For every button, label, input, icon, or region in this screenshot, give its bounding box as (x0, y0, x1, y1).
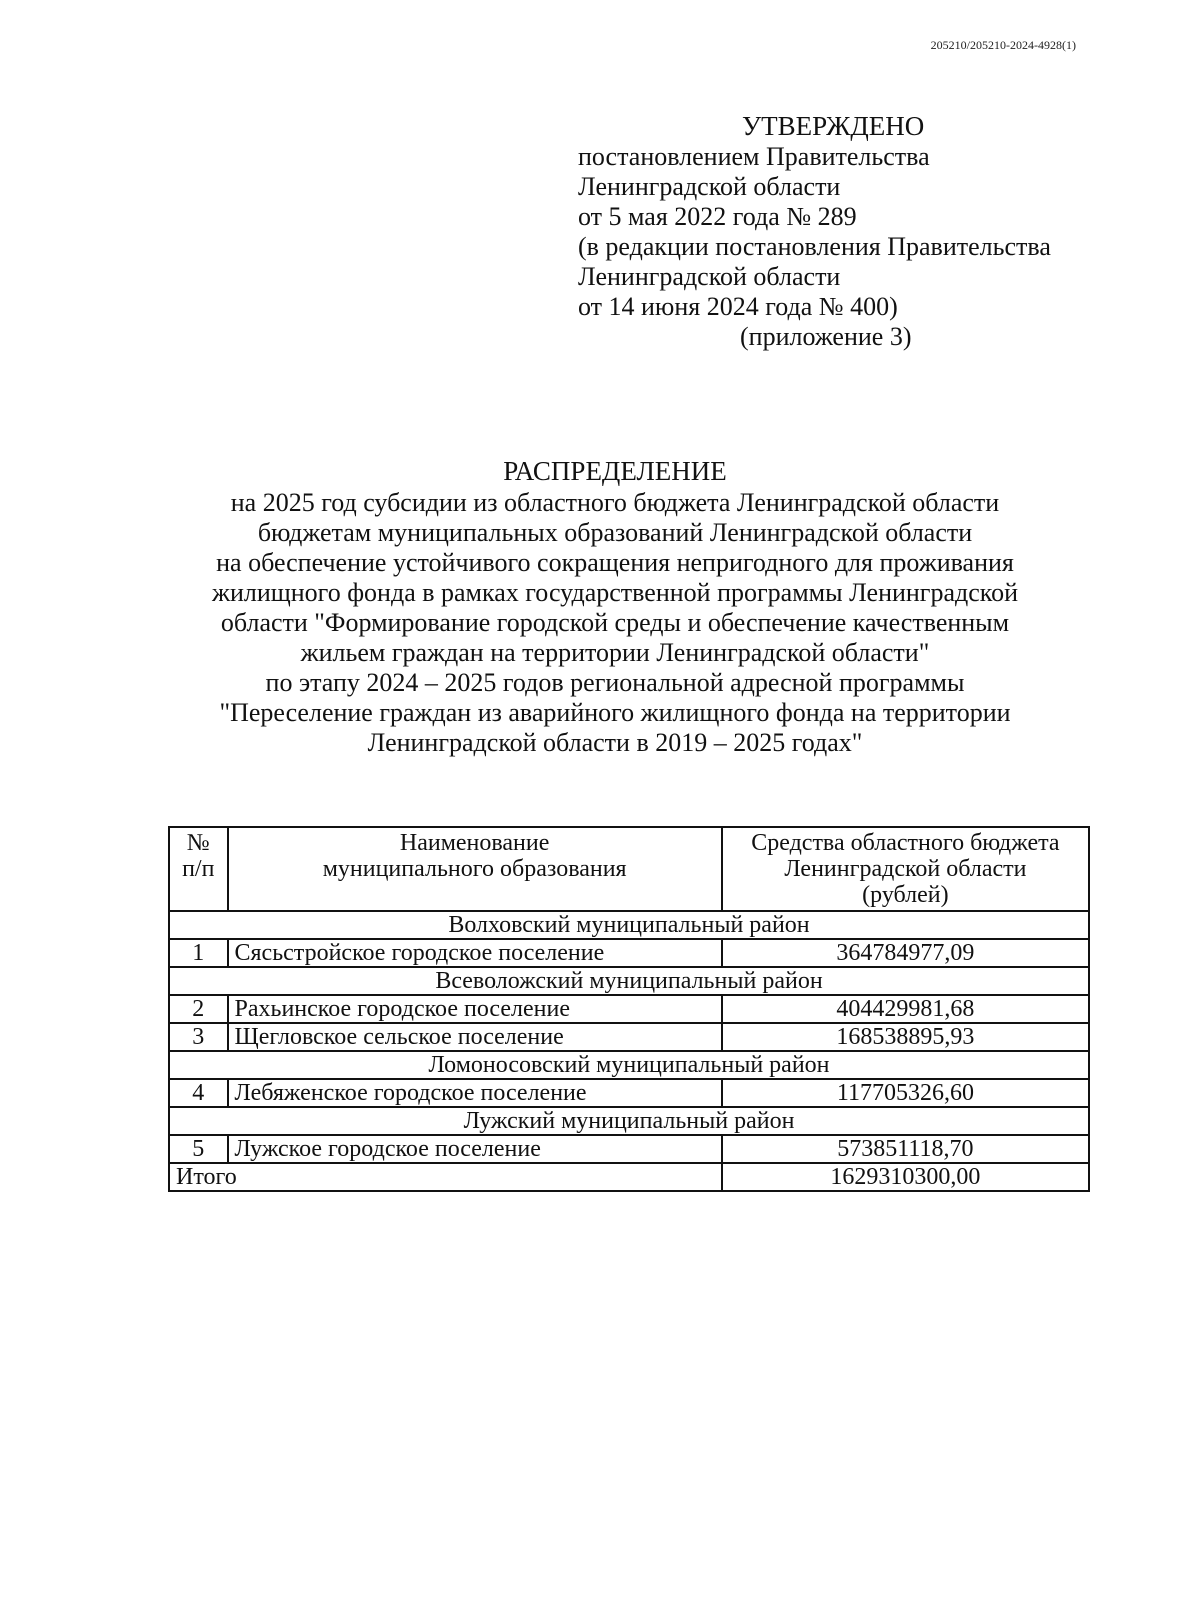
row-sum: 117705326,60 (722, 1079, 1089, 1107)
district-name: Ломоносовский муниципальный район (169, 1051, 1089, 1079)
row-sum: 168538895,93 (722, 1023, 1089, 1051)
district-row (169, 911, 1089, 939)
row-name: Щегловское сельское поселение (228, 1023, 722, 1051)
row-number: 1 (169, 939, 228, 967)
header-name (228, 827, 722, 911)
approval-line: от 14 июня 2024 года № 400) (578, 292, 898, 321)
table-header-row (169, 827, 1089, 911)
heading-line: по этапу 2024 – 2025 годов региональной адресной программы (265, 668, 965, 697)
distribution-table (168, 826, 1090, 1192)
total-sum: 1629310300,00 (722, 1163, 1089, 1191)
total-row (169, 1163, 1089, 1191)
table-row (169, 939, 1089, 967)
approval-line: постановлением Правительства (578, 142, 930, 171)
table-row (169, 995, 1089, 1023)
document-id: 205210/205210-2024-4928(1) (930, 38, 1076, 52)
approval-line: Ленинградской области (578, 262, 841, 291)
row-name: Рахьинское городское поселение (228, 995, 722, 1023)
header-sum-line: (рублей) (862, 882, 949, 908)
district-row (169, 967, 1089, 995)
district-name: Всеволожский муниципальный район (169, 967, 1089, 995)
row-sum: 364784977,09 (722, 939, 1089, 967)
row-number: 3 (169, 1023, 228, 1051)
approval-line: от 5 мая 2022 года № 289 (578, 202, 857, 231)
row-name: Сясьстройское городское поселение (228, 939, 722, 967)
approval-line: Ленинградской области (578, 172, 841, 201)
row-name: Лужское городское поселение (228, 1135, 722, 1163)
header-sum-line: Средства областного бюджета (751, 830, 1060, 856)
header-name-line: Наименование (399, 830, 550, 856)
district-row (169, 1107, 1089, 1135)
header-sum-line: Ленинградской области (784, 856, 1027, 882)
header-number (169, 827, 228, 911)
header-sum (722, 827, 1089, 911)
row-sum: 404429981,68 (722, 995, 1089, 1023)
heading-title: РАСПРЕДЕЛЕНИЕ (503, 456, 727, 486)
heading-line: области "Формирование городской среды и обеспечение качественным (220, 608, 1010, 637)
row-number: 5 (169, 1135, 228, 1163)
table-row (169, 1135, 1089, 1163)
heading-line: жилищного фонда в рамках государственной программы Ленинградской (211, 578, 1019, 607)
district-row (169, 1051, 1089, 1079)
header-number-line: п/п (182, 856, 215, 882)
heading-line: "Переселение граждан из аварийного жилищного фонда на территории (219, 698, 1011, 727)
heading-line: Ленинградской области в 2019 – 2025 годах" (367, 728, 863, 757)
district-name: Волховский муниципальный район (169, 911, 1089, 939)
total-label: Итого (169, 1163, 722, 1191)
heading-line: бюджетам муниципальных образований Ленинградской области (257, 518, 973, 547)
row-sum: 573851118,70 (722, 1135, 1089, 1163)
table-row (169, 1023, 1089, 1051)
approval-line: (в редакции постановления Правительства (578, 232, 1051, 261)
table-row (169, 1079, 1089, 1107)
row-number: 4 (169, 1079, 228, 1107)
approval-stamp (578, 110, 1051, 352)
header-number-line: № (186, 830, 210, 856)
row-number: 2 (169, 995, 228, 1023)
row-name: Лебяженское городское поселение (228, 1079, 722, 1107)
approval-title: УТВЕРЖДЕНО (742, 111, 925, 141)
header-name-line: муниципального образования (322, 856, 627, 882)
heading-line: жильем граждан на территории Ленинградской области" (300, 638, 930, 667)
heading-line: на обеспечение устойчивого сокращения непригодного для проживания (216, 548, 1014, 577)
document-heading (0, 455, 1200, 758)
heading-line: на 2025 год субсидии из областного бюджета Ленинградской области (230, 488, 1000, 517)
approval-appendix: (приложение 3) (740, 322, 912, 351)
district-name: Лужский муниципальный район (169, 1107, 1089, 1135)
